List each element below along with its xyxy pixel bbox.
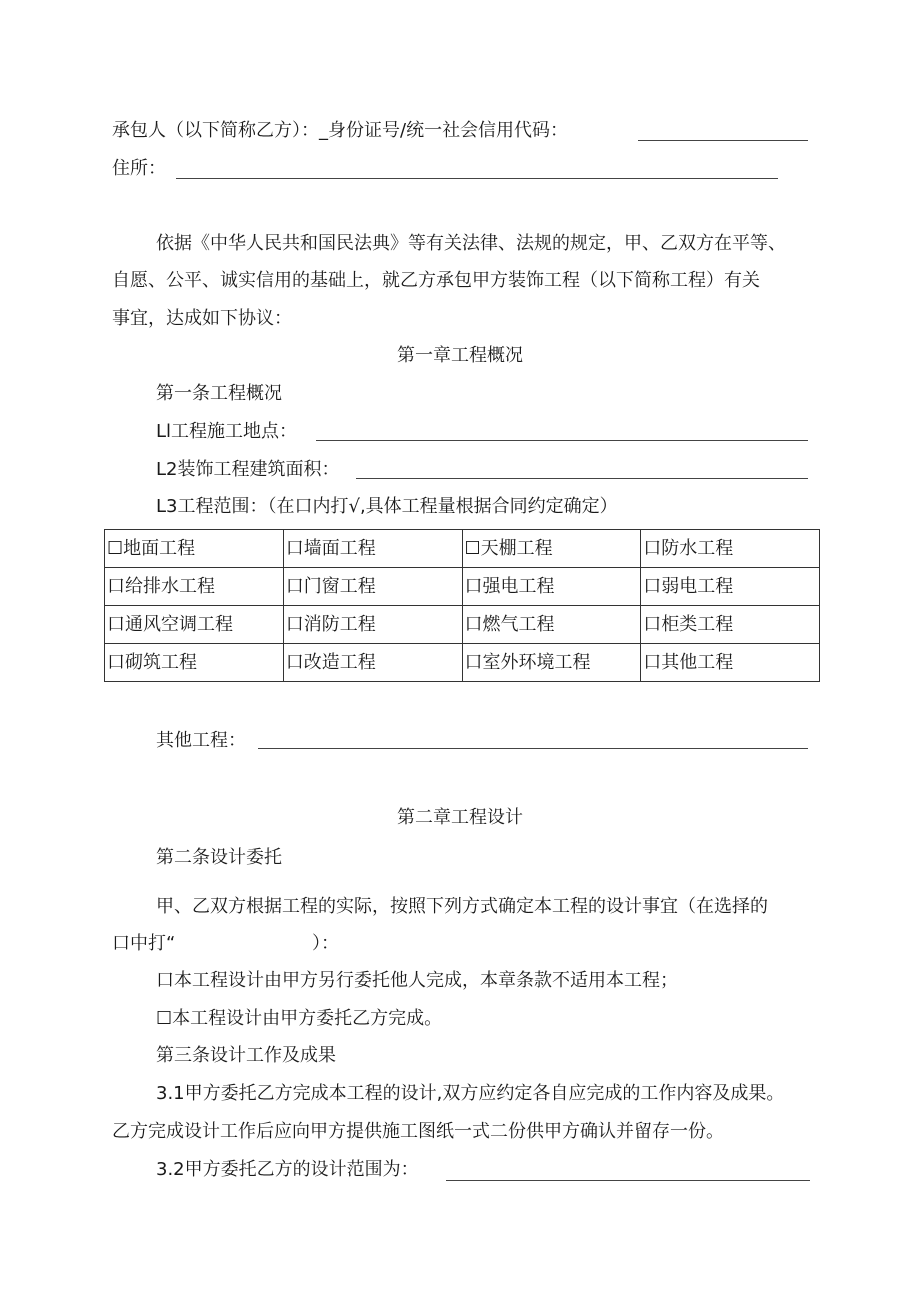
- building-area-label: L2装饰工程建筑面积：: [156, 459, 340, 480]
- site-location-label: Ll工程施工地点：: [156, 421, 298, 442]
- article1-heading: 第一条工程概况: [156, 383, 282, 404]
- other-works-label: 其他工程：: [156, 730, 246, 751]
- scope-label: L3工程范围：（在口内打√,具体工程量根据合同约定确定）: [156, 496, 618, 517]
- item-3-1-line-1: 3.1甲方委托乙方完成本工程的设计,双方应约定各自应完成的工作内容及成果。: [156, 1083, 785, 1104]
- design-option-2[interactable]: ☐本工程设计由甲方委托乙方完成。: [156, 1008, 443, 1029]
- contractor-id-field[interactable]: [638, 140, 808, 141]
- site-location-field[interactable]: [316, 440, 808, 441]
- scope-checkbox-cell[interactable]: 口通风空调工程: [105, 606, 284, 644]
- scope-checkbox-cell[interactable]: 口弱电工程: [641, 568, 820, 606]
- contractor-label: 承包人（以下简称乙方）：_身份证号/统一社会信用代码：: [112, 120, 569, 141]
- article3-heading: 第三条设计工作及成果: [156, 1045, 336, 1066]
- item-3-2-label: 3.2甲方委托乙方的设计范围为：: [156, 1159, 419, 1180]
- design-para-line-2b: ）：: [312, 933, 339, 954]
- scope-checkbox-cell[interactable]: 口门窗工程: [283, 568, 462, 606]
- design-para-line-2a: 口中打“: [112, 933, 176, 954]
- intro-line-2: 自愿、公平、诚实信用的基础上，就乙方承包甲方装饰工程（以下简称工程）有关: [112, 270, 760, 291]
- design-option-1[interactable]: 口本工程设计由甲方另行委托他人完成，本章条款不适用本工程；: [156, 970, 678, 991]
- chapter2-title: 第二章工程设计: [397, 807, 523, 828]
- scope-checkbox-cell[interactable]: 口消防工程: [283, 606, 462, 644]
- intro-line-1: 依据《中华人民共和国民法典》等有关法律、法规的规定，甲、乙双方在平等、: [156, 233, 786, 254]
- scope-checkbox-cell[interactable]: ☐地面工程: [105, 530, 284, 568]
- address-label: 住所：: [112, 158, 166, 179]
- building-area-field[interactable]: [356, 478, 808, 479]
- scope-checkbox-cell[interactable]: 口改造工程: [283, 644, 462, 682]
- scope-table: [104, 529, 820, 682]
- intro-line-3: 事宜，达成如下协议：: [112, 308, 292, 329]
- scope-checkbox-cell[interactable]: 口给排水工程: [105, 568, 284, 606]
- item-3-1-line-2: 乙方完成设计工作后应向甲方提供施工图纸一式二份供甲方确认并留存一份。: [112, 1121, 724, 1142]
- design-scope-field[interactable]: [446, 1180, 810, 1181]
- article2-heading: 第二条设计委托: [156, 847, 282, 868]
- scope-checkbox-cell[interactable]: 口墙面工程: [283, 530, 462, 568]
- scope-checkbox-cell[interactable]: 口防水工程: [641, 530, 820, 568]
- scope-checkbox-cell[interactable]: 口其他工程: [641, 644, 820, 682]
- scope-checkbox-cell[interactable]: 口柜类工程: [641, 606, 820, 644]
- table-row: [105, 568, 820, 606]
- chapter1-title: 第一章工程概况: [397, 345, 523, 366]
- scope-checkbox-cell[interactable]: ☐天棚工程: [462, 530, 641, 568]
- table-row: [105, 644, 820, 682]
- table-row: [105, 530, 820, 568]
- design-para-line-1: 甲、乙双方根据工程的实际，按照下列方式确定本工程的设计事宜（在选择的: [156, 896, 768, 917]
- other-works-field[interactable]: [258, 748, 808, 749]
- address-field[interactable]: [176, 178, 778, 179]
- scope-checkbox-cell[interactable]: 口燃气工程: [462, 606, 641, 644]
- scope-checkbox-cell[interactable]: 口强电工程: [462, 568, 641, 606]
- table-row: [105, 606, 820, 644]
- scope-checkbox-cell[interactable]: 口砌筑工程: [105, 644, 284, 682]
- scope-checkbox-cell[interactable]: 口室外环境工程: [462, 644, 641, 682]
